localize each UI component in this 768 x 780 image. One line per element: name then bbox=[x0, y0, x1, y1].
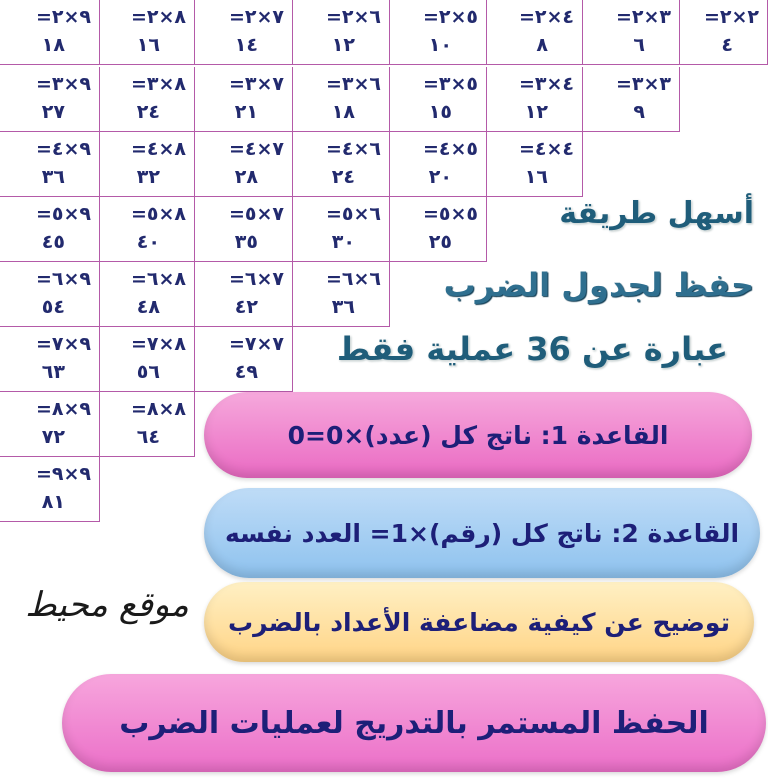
table-cell-equation: =٨×٤ bbox=[130, 138, 186, 160]
table-cell bbox=[195, 132, 293, 197]
table-cell bbox=[195, 67, 293, 132]
table-cell-equation: =٨×٢ bbox=[130, 6, 186, 28]
table-cell-equation: =٩×٥ bbox=[35, 203, 91, 225]
table-cell bbox=[390, 132, 487, 197]
table-cell-result: ٢٨ bbox=[234, 166, 258, 188]
table-cell-equation: =٢×٢ bbox=[703, 6, 759, 28]
table-cell bbox=[487, 132, 583, 197]
table-cell-equation: =٥×٣ bbox=[422, 73, 478, 95]
table-cell bbox=[0, 392, 100, 457]
headline-only-36-operations: عبارة عن 36 عملية فقط bbox=[336, 330, 728, 368]
table-cell bbox=[195, 0, 293, 65]
table-cell-equation: =٤×٢ bbox=[518, 6, 574, 28]
table-cell bbox=[195, 197, 293, 262]
table-cell-equation: =٩×٤ bbox=[35, 138, 91, 160]
table-cell bbox=[293, 197, 390, 262]
table-cell-result: ٤٢ bbox=[234, 296, 258, 318]
continuous-memorization-banner bbox=[62, 674, 766, 772]
table-cell-result: ٨ bbox=[536, 34, 548, 56]
table-cell-result: ٢٤ bbox=[136, 101, 160, 123]
rule-2-text: القاعدة 2: ناتج كل (رقم)×1= العدد نفسه bbox=[224, 518, 740, 548]
table-cell-equation: =٩×٣ bbox=[35, 73, 91, 95]
table-cell-result: ٤٥ bbox=[41, 231, 65, 253]
table-cell-equation: =٣×٢ bbox=[615, 6, 671, 28]
table-cell-equation: =٣×٣ bbox=[615, 73, 671, 95]
table-cell-result: ٤٨ bbox=[136, 296, 160, 318]
table-cell-result: ١٥ bbox=[428, 101, 452, 123]
table-cell-result: ٤ bbox=[721, 34, 733, 56]
table-cell-result: ٣٢ bbox=[136, 166, 160, 188]
table-cell-equation: =٦×٦ bbox=[325, 268, 381, 290]
table-cell-equation: =٩×٦ bbox=[35, 268, 91, 290]
rule-2-banner bbox=[204, 488, 760, 578]
table-cell-equation: =٧×٥ bbox=[228, 203, 284, 225]
table-cell-result: ٦ bbox=[633, 34, 645, 56]
table-cell-result: ٥٦ bbox=[136, 361, 160, 383]
table-cell-result: ١٢ bbox=[331, 34, 355, 56]
table-cell-equation: =٩×٢ bbox=[35, 6, 91, 28]
table-cell-result: ٣٦ bbox=[41, 166, 65, 188]
doubling-explanation-banner bbox=[204, 582, 754, 662]
table-cell-result: ١٠ bbox=[428, 34, 452, 56]
table-cell-result: ١٨ bbox=[41, 34, 65, 56]
table-cell-result: ٣٠ bbox=[331, 231, 355, 253]
table-cell-equation: =٧×٦ bbox=[228, 268, 284, 290]
table-cell-result: ١٦ bbox=[136, 34, 160, 56]
table-cell-equation: =٥×٤ bbox=[422, 138, 478, 160]
table-cell-equation: =٦×٥ bbox=[325, 203, 381, 225]
table-cell-equation: =٨×٣ bbox=[130, 73, 186, 95]
table-cell-result: ١٦ bbox=[524, 166, 548, 188]
table-cell bbox=[680, 0, 768, 65]
table-cell bbox=[0, 262, 100, 327]
table-cell bbox=[195, 327, 293, 392]
table-cell bbox=[0, 327, 100, 392]
table-cell-equation: =٦×٤ bbox=[325, 138, 381, 160]
table-cell-equation: =٨×٨ bbox=[130, 398, 186, 420]
table-cell bbox=[390, 67, 487, 132]
table-cell-equation: =٧×٣ bbox=[228, 73, 284, 95]
rule-1-text: القاعدة 1: ناتج كل (عدد)×0=0 bbox=[287, 420, 669, 450]
table-cell bbox=[0, 67, 100, 132]
table-cell bbox=[100, 262, 195, 327]
table-cell bbox=[100, 0, 195, 65]
table-cell bbox=[100, 392, 195, 457]
table-cell-result: ١٤ bbox=[234, 34, 258, 56]
table-cell bbox=[487, 0, 583, 65]
table-cell-equation: =٦×٣ bbox=[325, 73, 381, 95]
table-cell-equation: =٨×٧ bbox=[130, 333, 186, 355]
table-cell bbox=[293, 67, 390, 132]
table-cell bbox=[390, 197, 487, 262]
table-cell-result: ٣٦ bbox=[331, 296, 355, 318]
table-cell bbox=[100, 67, 195, 132]
site-logo bbox=[18, 568, 196, 640]
table-cell-result: ١٢ bbox=[524, 101, 548, 123]
table-cell-equation: =٨×٥ bbox=[130, 203, 186, 225]
table-cell bbox=[293, 132, 390, 197]
table-cell bbox=[195, 262, 293, 327]
doubling-explanation-text: توضيح عن كيفية مضاعفة الأعداد بالضرب bbox=[228, 607, 730, 637]
table-cell bbox=[100, 197, 195, 262]
continuous-memorization-text: الحفظ المستمر بالتدريج لعمليات الضرب bbox=[119, 705, 709, 741]
table-cell-result: ٤٩ bbox=[234, 361, 258, 383]
table-cell-equation: =٨×٦ bbox=[130, 268, 186, 290]
headline-memorize-table: حفظ لجدول الضرب bbox=[443, 266, 754, 304]
table-cell bbox=[100, 327, 195, 392]
table-cell-result: ٥٤ bbox=[41, 296, 65, 318]
table-cell-result: ٢٠ bbox=[428, 166, 452, 188]
table-cell-equation: =٥×٥ bbox=[422, 203, 478, 225]
table-cell-result: ٢٤ bbox=[331, 166, 355, 188]
table-cell-equation: =٧×٢ bbox=[228, 6, 284, 28]
table-cell-equation: =٩×٧ bbox=[35, 333, 91, 355]
table-cell-result: ٧٢ bbox=[41, 426, 65, 448]
table-cell bbox=[583, 67, 680, 132]
table-cell-result: ٢٧ bbox=[41, 101, 65, 123]
table-cell-equation: =٦×٢ bbox=[325, 6, 381, 28]
table-cell-equation: =٤×٤ bbox=[518, 138, 574, 160]
rule-1-banner bbox=[204, 392, 752, 478]
table-cell bbox=[487, 67, 583, 132]
table-cell-equation: =٧×٧ bbox=[228, 333, 284, 355]
headline-easiest-way: أسهل طريقة bbox=[559, 196, 754, 231]
table-cell bbox=[293, 262, 390, 327]
table-cell-equation: =٩×٨ bbox=[35, 398, 91, 420]
table-cell-result: ٩ bbox=[633, 101, 645, 123]
table-cell-equation: =٧×٤ bbox=[228, 138, 284, 160]
table-cell bbox=[0, 0, 100, 65]
table-cell bbox=[583, 0, 680, 65]
table-cell bbox=[390, 0, 487, 65]
table-cell bbox=[100, 132, 195, 197]
table-cell-result: ٦٤ bbox=[136, 426, 160, 448]
table-cell-equation: =٤×٣ bbox=[518, 73, 574, 95]
table-cell-equation: =٥×٢ bbox=[422, 6, 478, 28]
table-cell bbox=[293, 0, 390, 65]
table-cell-equation: =٩×٩ bbox=[35, 463, 91, 485]
table-cell bbox=[0, 457, 100, 522]
table-cell-result: ٣٥ bbox=[234, 231, 258, 253]
table-cell-result: ٨١ bbox=[41, 491, 65, 513]
table-cell-result: ٤٠ bbox=[136, 231, 160, 253]
table-cell-result: ٢٥ bbox=[428, 231, 452, 253]
site-logo-text: موقع محيط bbox=[25, 585, 189, 625]
table-cell bbox=[0, 132, 100, 197]
table-cell-result: ٦٣ bbox=[41, 361, 65, 383]
table-cell-result: ١٨ bbox=[331, 101, 355, 123]
table-cell bbox=[0, 197, 100, 262]
table-cell-result: ٢١ bbox=[234, 101, 258, 123]
